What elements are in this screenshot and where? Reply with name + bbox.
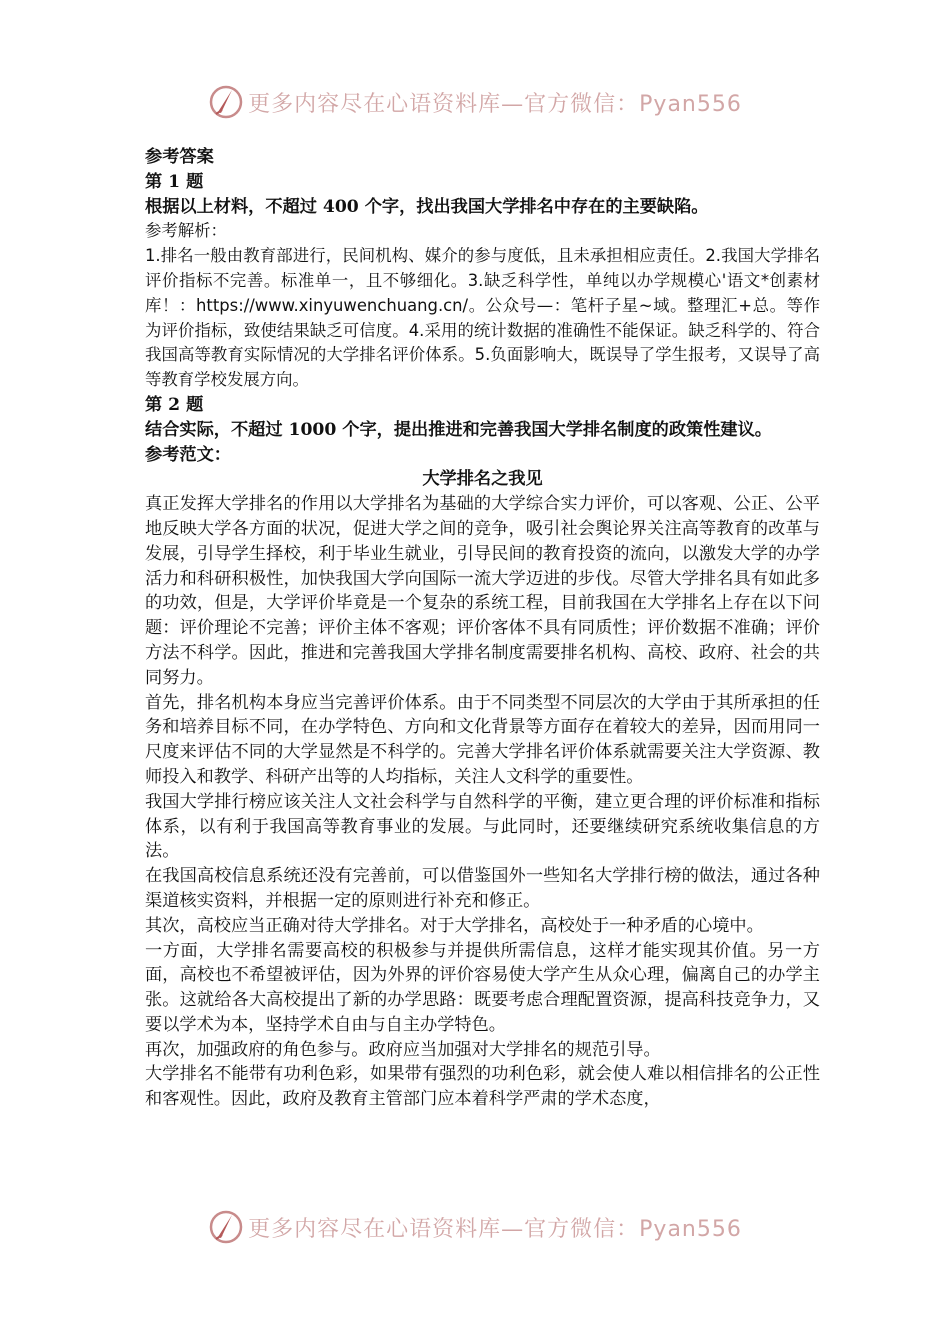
essay-paragraph: 大学排名不能带有功利色彩，如果带有强烈的功利色彩，就会使人难以相信排名的公正性和客观性。因此，政府及教育主管部门应本着科学严肃的学术态度， xyxy=(145,1064,820,1110)
essay-title: 大学排名之我见 xyxy=(422,469,543,490)
quill-logo-icon xyxy=(208,84,244,120)
question-1-prompt: 根据以上材料，不超过 400 个字，找出我国大学排名中存在的主要缺陷。 xyxy=(145,196,709,217)
question-2-prompt: 结合实际，不超过 1000 个字，提出推进和完善我国大学排名制度的政策性建议。 xyxy=(145,419,772,440)
question-1-label: 第 1 题 xyxy=(145,171,204,192)
essay-paragraph: 再次，加强政府的角色参与。政府应当加强对大学排名的规范引导。 xyxy=(145,1039,661,1060)
essay-paragraph: 一方面，大学排名需要高校的积极参与并提供所需信息，这样才能实现其价值。另一方面，高校也不希望被评估，因为外界的评价容易使大学产生从众心理，偏离自己的办学主张。这就给各大高校提出了新的办学思路：既要考虑合理配置资源，提高科技竞争力，又要以学术为本，坚持学术自由与自主办学特色。 xyxy=(145,940,820,1035)
answer-heading: 参考答案 xyxy=(145,147,214,167)
essay-paragraph: 我国大学排行榜应该关注人文社会科学与自然科学的平衡，建立更合理的评价标准和指标体系，以有利于我国高等教育事业的发展。与此同时，还要继续研究系统收集信息的方法。 xyxy=(145,791,820,862)
header-watermark-banner xyxy=(0,82,950,122)
document-body xyxy=(145,145,820,1112)
essay-paragraph: 真正发挥大学排名的作用以大学排名为基础的大学综合实力评价，可以客观、公正、公平地反映大学各方面的状况，促进大学之间的竞争，吸引社会舆论界关注高等教育的改革与发展，引导学生择校，利于毕业生就业，引导民间的教育投资的流向，以激发大学的办学活力和科研积极性，加快我国大学向国际一流大学迈进的步伐。尽管大学排名具有如此多的功效，但是，大学评价毕竟是一个复杂的系统工程，目前我国在大学排名上存在以下问题：评价理论不完善；评价主体不客观；评价客体不具有同质性；评价数据不准确；评价方法不科学。因此，推进和完善我国大学排名制度需要排名机构、高校、政府、社会的共同努力。 xyxy=(145,494,820,688)
footer-watermark-banner xyxy=(0,1207,950,1247)
watermark-text: 更多内容尽在心语资料库—官方微信：Pyan556 xyxy=(248,91,742,117)
analysis-text: 1.排名一般由教育部进行，民间机构、媒介的参与度低，且未承担相应责任。2.我国大学排名评价指标不完善。标准单一，且不够细化。3.缺乏科学性，单纯以办学规模心'语文*创素材库！：https://www.xinyuwenchuang.cn/。公众号—：笔杆子星~域。整理汇+总。等作为评价指标，致使结果缺乏可信度。4.采用的统计数据的准确性不能保证。缺乏科学的、符合我国高等教育实际情况的大学排名评价体系。5.负面影响大，既误导了学生报考，又误导了高等教育学校发展方向。 xyxy=(145,246,820,390)
analysis-label: 参考解析： xyxy=(145,221,227,241)
question-2-label: 第 2 题 xyxy=(145,394,204,415)
essay-paragraph: 其次，高校应当正确对待大学排名。对于大学排名，高校处于一种矛盾的心境中。 xyxy=(145,915,764,936)
essay-paragraph: 首先，排名机构本身应当完善评价体系。由于不同类型不同层次的大学由于其所承担的任务和培养目标不同，在办学特色、方向和文化背景等方面存在着较大的差异，因而用同一尺度来评估不同的大学显然是不科学的。完善大学排名评价体系就需要关注大学资源、教师投入和教学、科研产出等的人均指标，关注人文科学的重要性。 xyxy=(145,692,820,787)
essay-paragraph: 在我国高校信息系统还没有完善前，可以借鉴国外一些知名大学排行榜的做法，通过各种渠道核实资料，并根据一定的原则进行补充和修正。 xyxy=(145,866,820,911)
quill-logo-icon xyxy=(208,1209,244,1245)
watermark-text: 更多内容尽在心语资料库—官方微信：Pyan556 xyxy=(248,1216,742,1242)
essay-label: 参考范文： xyxy=(145,444,231,465)
